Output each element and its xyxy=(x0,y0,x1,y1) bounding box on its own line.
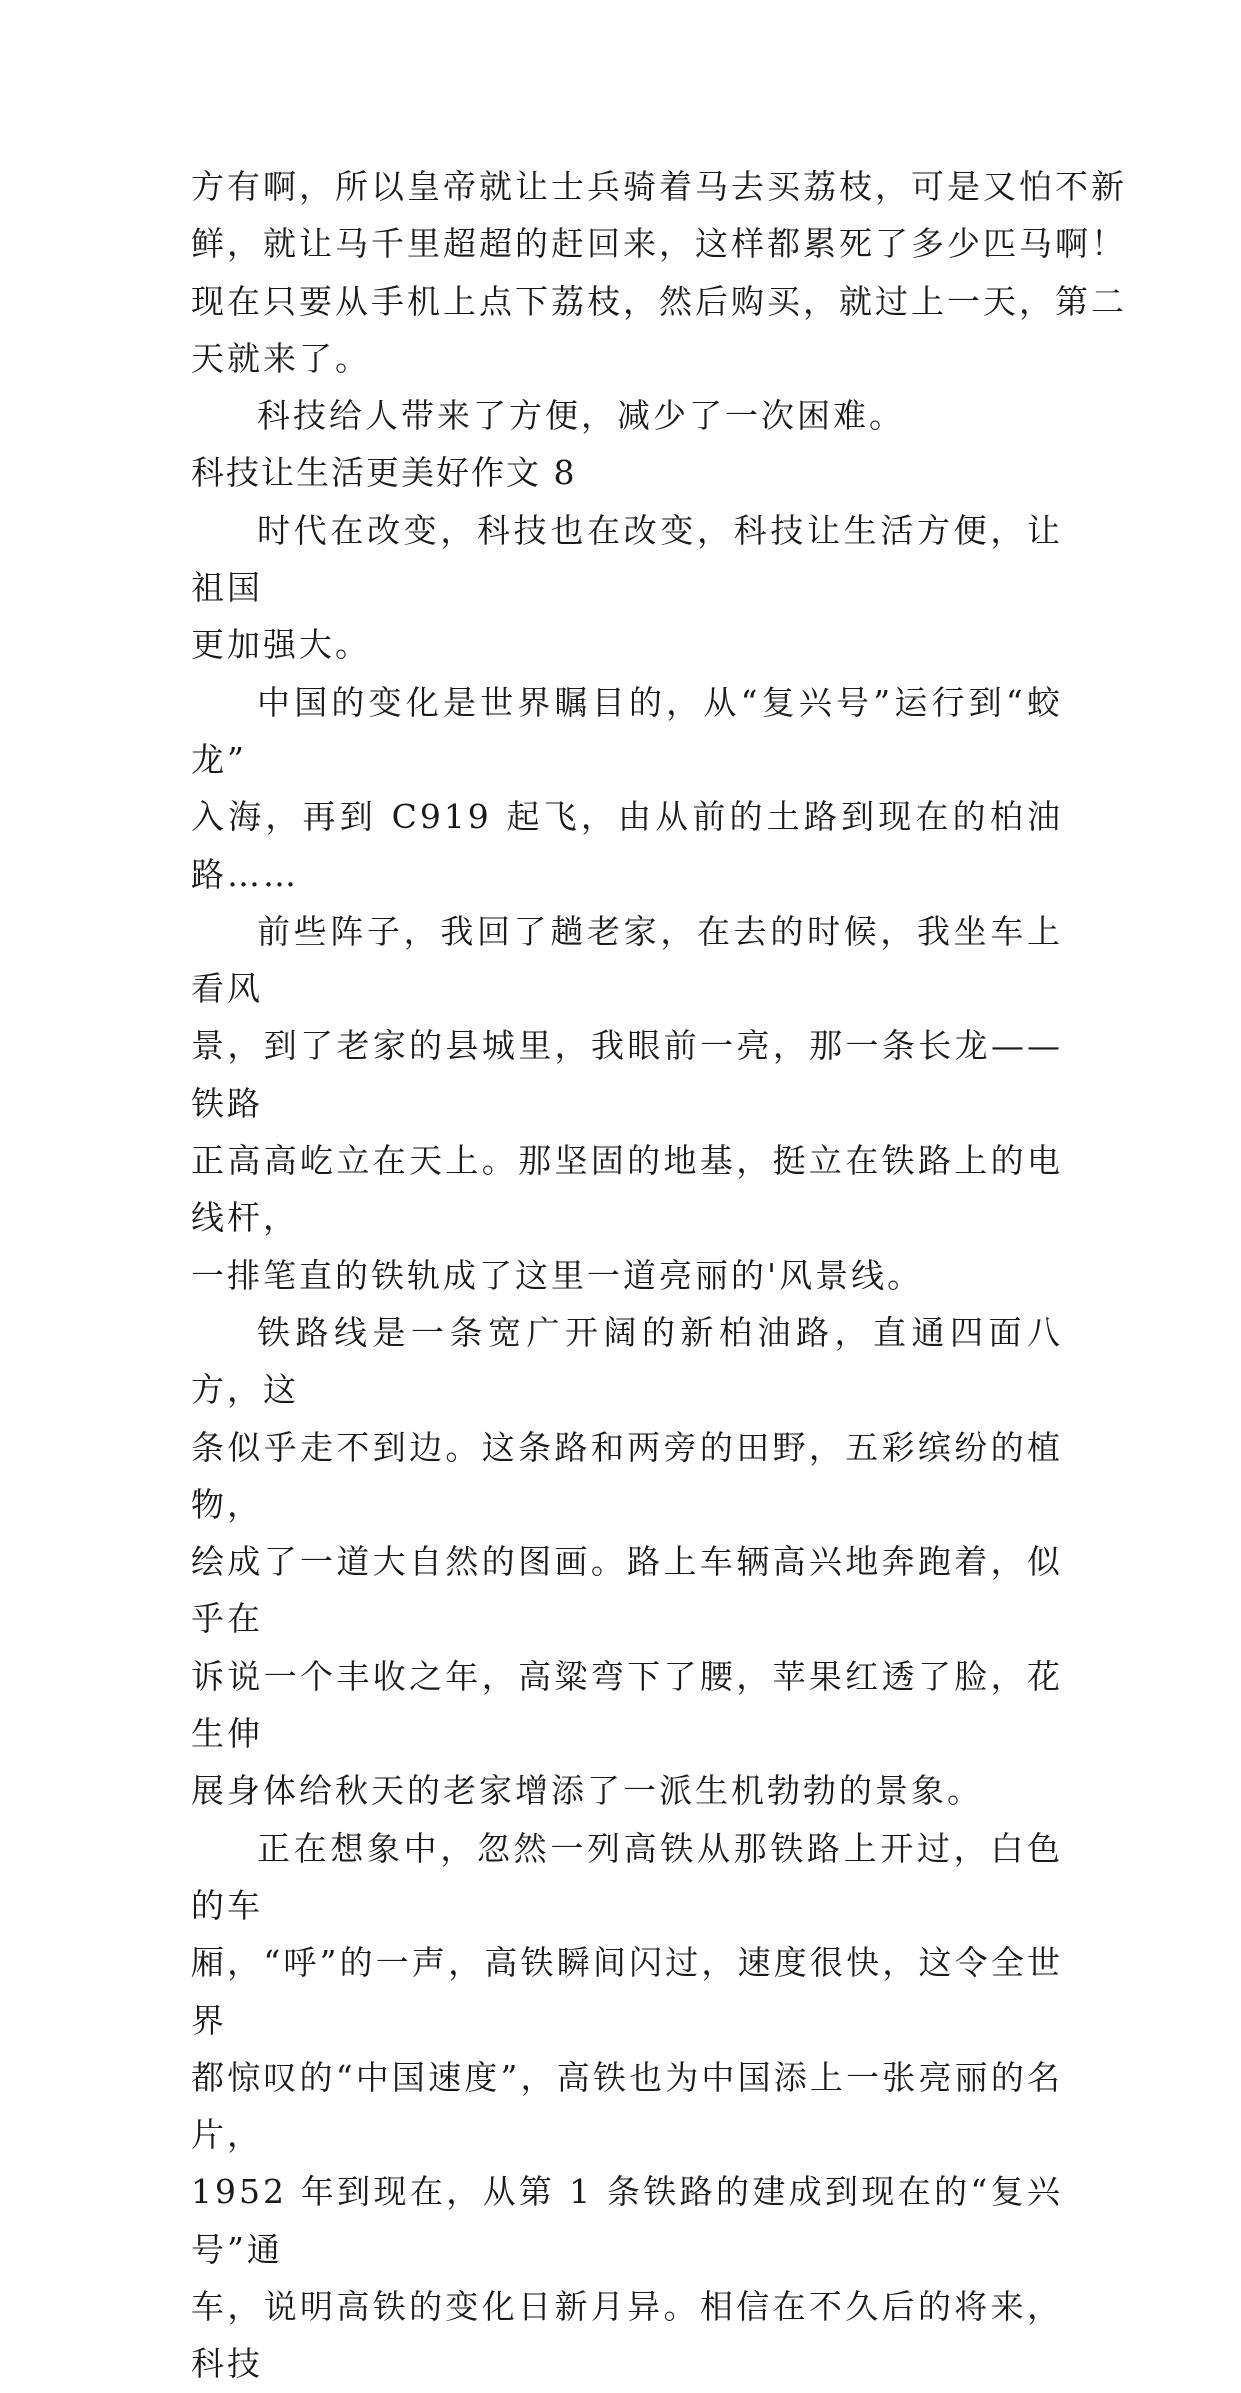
text-line: 车，说明高铁的变化日新月异。相信在不久后的将来，科技 xyxy=(191,2286,1063,2384)
text-line: 展身体给秋天的老家增添了一派生机勃勃的景象。 xyxy=(191,1771,983,1811)
text-line: 一排笔直的铁轨成了这里一道亮丽的'风景线。 xyxy=(191,1255,924,1295)
text-line: 铁路线是一条宽广开阔的新柏油路，直通四面八方，这 xyxy=(191,1312,1063,1410)
text-line: 科技给人带来了方便，减少了一次困难。 xyxy=(257,396,905,436)
heading-text: 科技让生活更美好作文 8 xyxy=(191,453,577,493)
text-line: 正高高屹立在天上。那坚固的地基，挺立在铁路上的电线杆， xyxy=(191,1141,1063,1238)
paragraph-intro xyxy=(191,502,1063,674)
text-line: 条似乎走不到边。这条路和两旁的田野，五彩缤纷的植物， xyxy=(191,1427,1063,1524)
text-line: 鲜，就让马千里超超的赶回来，这样都累死了多少匹马啊！ xyxy=(191,224,1127,264)
paragraph-lychee-continued xyxy=(191,158,1127,387)
text-line: 绘成了一道大自然的图画。路上车辆高兴地奔跑着，似乎在 xyxy=(191,1542,1063,1639)
text-line: 天就来了。 xyxy=(191,338,371,378)
text-line: 中国的变化是世界瞩目的，从“复兴号”运行到“蛟龙” xyxy=(191,682,1063,779)
text-line: 诉说一个丰收之年，高粱弯下了腰，苹果红透了脸，花生伸 xyxy=(191,1656,1063,1754)
essay-heading xyxy=(191,444,1063,501)
document-body xyxy=(191,158,1127,2393)
paragraph-china-change xyxy=(191,674,1063,903)
text-line: 更加强大。 xyxy=(191,625,371,665)
paragraph-road xyxy=(191,1304,1063,1820)
text-line: 都惊叹的“中国速度”，高铁也为中国添上一张亮丽的名片， xyxy=(191,2057,1063,2155)
paragraph-conclusion xyxy=(191,387,1063,444)
text-line: 正在想象中，忽然一列高铁从那铁路上开过，白色的车 xyxy=(191,1828,1063,1925)
text-line: 景，到了老家的县城里，我眼前一亮，那一条长龙——铁路 xyxy=(191,1026,1063,1123)
paragraph-high-speed-rail xyxy=(191,1820,1063,2393)
paragraph-hometown xyxy=(191,903,1063,1304)
text-line: 前些阵子，我回了趟老家，在去的时候，我坐车上看风 xyxy=(191,911,1063,1009)
text-line: 厢，“呼”的一声，高铁瞬间闪过，速度很快，这令全世界 xyxy=(191,1943,1063,2040)
text-line: 方有啊，所以皇帝就让士兵骑着马去买荔枝，可是又怕不新 xyxy=(191,167,1127,206)
text-line: 入海，再到 C919 起飞，由从前的土路到现在的柏油路…… xyxy=(191,797,1063,894)
text-line: 1952 年到现在，从第 1 条铁路的建成到现在的“复兴号”通 xyxy=(191,2172,1063,2269)
text-line: 现在只要从手机上点下荔枝，然后购买，就过上一天，第二 xyxy=(191,281,1127,321)
text-line: 时代在改变，科技也在改变，科技让生活方便，让祖国 xyxy=(191,510,1063,608)
